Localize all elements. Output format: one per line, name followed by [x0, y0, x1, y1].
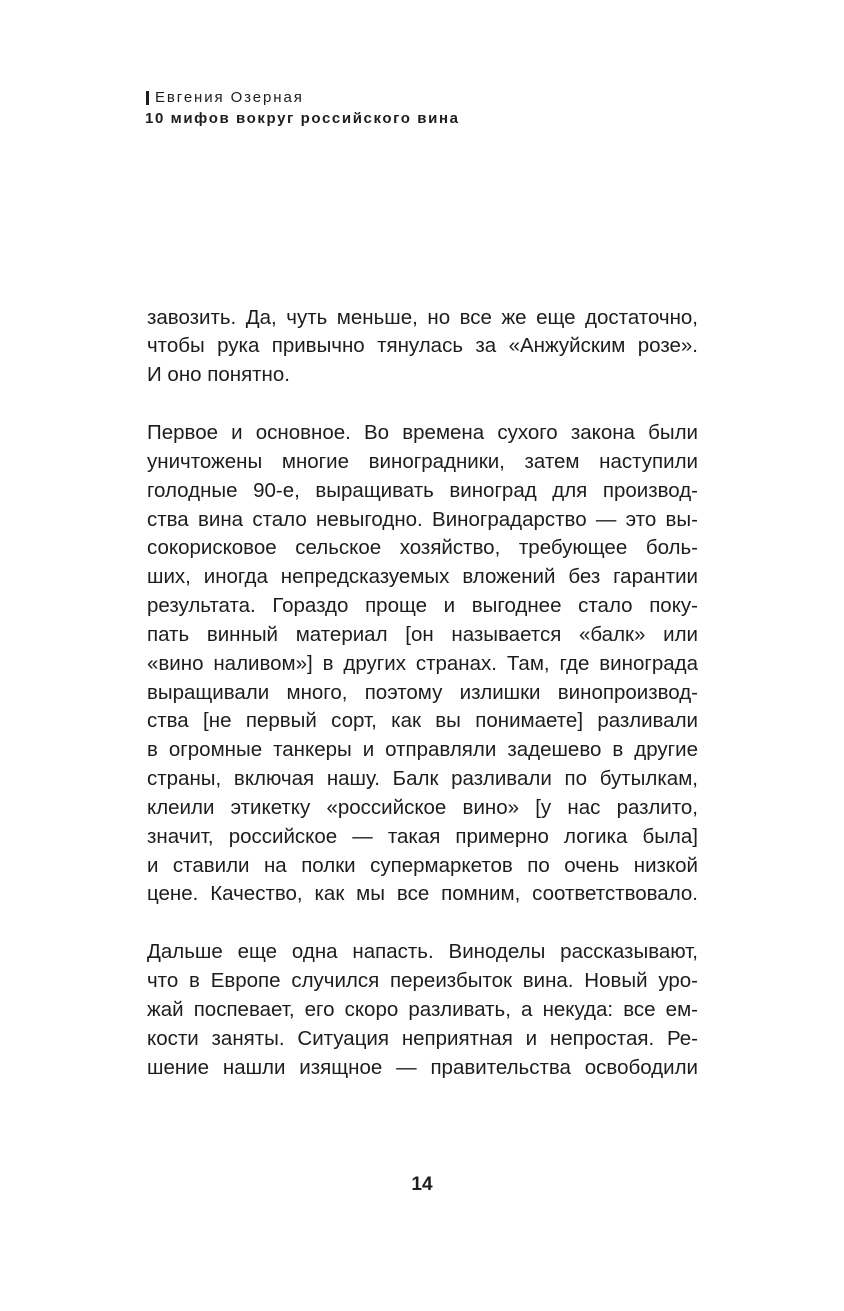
- running-head: [145, 87, 460, 129]
- vertical-bar-icon: [146, 91, 149, 105]
- running-head-title-row: [145, 108, 460, 129]
- page-number: 14: [411, 1174, 433, 1195]
- text-line: голодные 90-е, выращивать виноград для производ-: [147, 478, 698, 502]
- text-line: ства вина стало невыгодно. Виноградарство — это вы-: [147, 507, 698, 531]
- text-line: чтобы рука привычно тянулась за «Анжуйским розе».: [147, 334, 698, 358]
- running-head-author-row: [145, 87, 460, 108]
- text-line: страны, включая нашу. Балк разливали по бутылкам,: [147, 767, 698, 791]
- text-line: и ставили на полки супермаркетов по очень низкой: [147, 853, 698, 877]
- text-line: завозить. Да, чуть меньше, но все же еще достаточно,: [147, 305, 698, 329]
- text-line: в огромные танкеры и отправляли задешево в другие: [147, 738, 698, 762]
- text-line: уничтожены многие виноградники, затем наступили: [147, 449, 698, 473]
- text-line: жай поспевает, его скоро разливать, а некуда: все ем-: [147, 997, 698, 1021]
- running-head-author: Евгения Озерная: [155, 89, 304, 106]
- body-text: [147, 304, 698, 1083]
- paragraph: [147, 938, 698, 1082]
- paragraph-gap: [147, 390, 698, 419]
- text-line: ства [не первый сорт, как вы понимаете] разливали: [147, 709, 698, 733]
- text-line: выращивали много, поэтому излишки винопроизвод-: [147, 680, 698, 704]
- text-line: что в Европе случился переизбыток вина. Новый уро-: [147, 969, 698, 992]
- text-line: цене. Качество, как мы все помним, соответствовало.: [147, 882, 698, 906]
- text-line: результата. Гораздо проще и выгоднее стало поку-: [147, 594, 698, 618]
- running-head-book-title: 10 мифов вокруг российского вина: [145, 110, 460, 127]
- text-line: И оно понятно.: [147, 363, 290, 387]
- text-line: сокорисковое сельское хозяйство, требующее боль-: [147, 536, 698, 560]
- text-line: клеили этикетку «российское вино» [у нас разлито,: [147, 795, 698, 819]
- text-line: шение нашли изящное — правительства освободили: [147, 1055, 698, 1079]
- text-line: значит, российское — такая примерно логика была]: [147, 824, 698, 848]
- text-line: кости заняты. Ситуация неприятная и непростая. Ре-: [147, 1026, 698, 1050]
- text-line: Дальше еще одна напасть. Виноделы рассказывают,: [147, 940, 698, 964]
- text-line: Первое и основное. Во времена сухого закона были: [147, 420, 698, 444]
- text-line: пать винный материал [он называется «балк» или: [147, 622, 698, 646]
- text-line: «вино наливом»] в других странах. Там, где винограда: [147, 651, 698, 675]
- paragraph: [147, 304, 698, 391]
- text-line: ших, иногда непредсказуемых вложений без гарантии: [147, 565, 698, 589]
- paragraph-gap: [147, 909, 698, 938]
- paragraph: [147, 419, 698, 909]
